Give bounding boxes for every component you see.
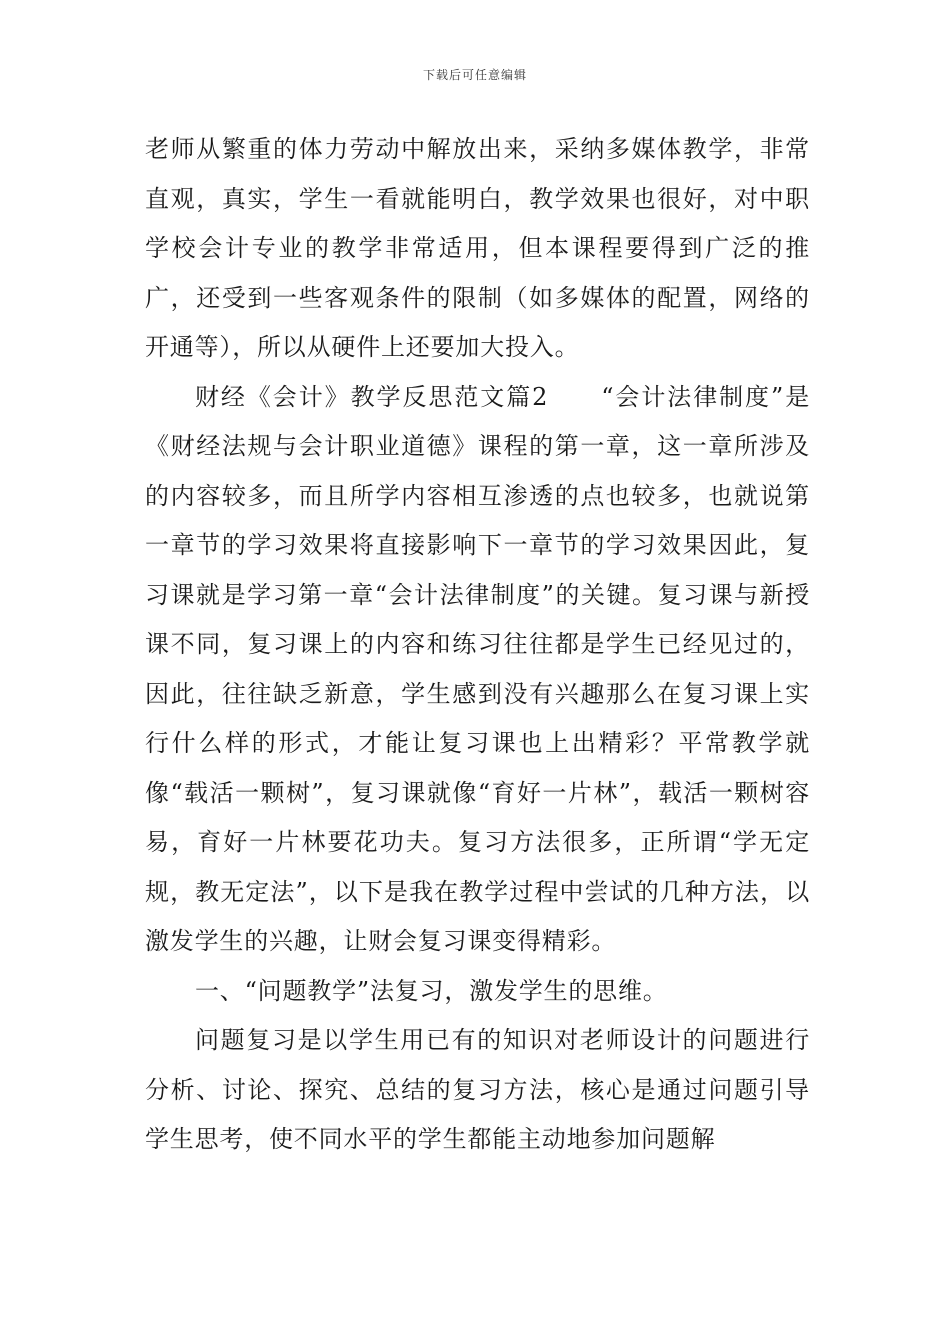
paragraph: 财经《会计》教学反思范文篇2 “会计法律制度”是《财经法规与会计职业道德》课程的第一章，这一章所涉及的内容较多，而且所学内容相互渗透的点也较多，也就说第一章节的学习效果将直接影响下一章节的学习效果因此，复习课就是学习第一章“会计法律制度”的关键。复习课与新授课不同，复习课上的内容和练习往往都是学生已经见过的，因此，往往缺乏新意，学生感到没有兴趣那么在复习课上实行什么样的形式，才能让复习课也上出精彩？平常教学就像“载活一颗树”，复习课就像“育好一片林”，载活一颗树容易，育好一片林要花功夫。复习方法很多，正所谓“学无定规，教无定法”，以下是我在教学过程中尝试的几种方法，以激发学生的兴趣，让财会复习课变得精彩。 — [145, 382, 810, 955]
paragraph: 老师从繁重的体力劳动中解放出来，采纳多媒体教学，非常直观，真实，学生一看就能明白，教学效果也很好，对中职学校会计专业的教学非常适用，但本课程要得到广泛的推广，还受到一些客观条件的限制（如多媒体的配置，网络的开通等），所以从硬件上还要加大投入。 — [145, 135, 810, 361]
header-note: 下载后可任意编辑 — [422, 68, 527, 82]
document-body — [145, 125, 810, 1165]
paragraph: 问题复习是以学生用已有的知识对老师设计的问题进行分析、讨论、探究、总结的复习方法，核心是通过问题引导学生思考，使不同水平的学生都能主动地参加问题解 — [145, 1026, 810, 1153]
section-heading: 一、“问题教学”法复习，激发学生的思维。 — [195, 976, 668, 1005]
